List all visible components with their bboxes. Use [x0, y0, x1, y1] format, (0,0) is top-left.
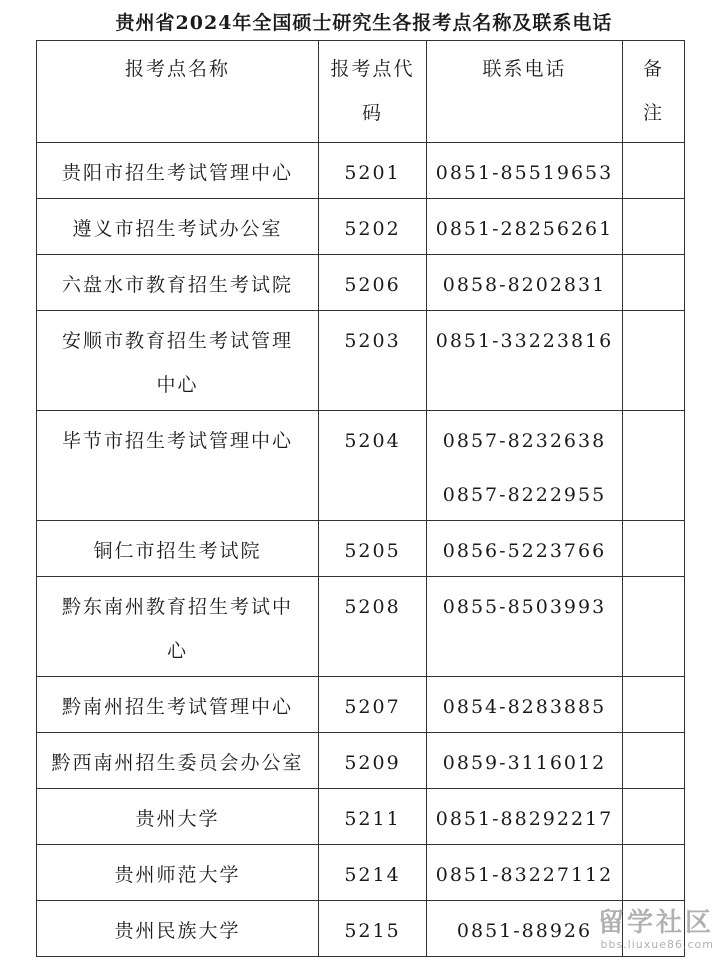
- table-body: [37, 143, 685, 957]
- phone-number: 0858-8202831: [442, 274, 607, 296]
- note-cell: [623, 199, 685, 255]
- site-name-line: 贵阳市招生考试管理中心: [61, 162, 293, 184]
- site-code-cell: 5206: [319, 255, 427, 311]
- site-code-cell: 5215: [319, 901, 427, 957]
- phone-number: 0851-88292217: [435, 808, 614, 830]
- site-name-line: 心: [166, 640, 188, 662]
- header-phone: 联系电话: [427, 41, 623, 143]
- site-code-cell: 5205: [319, 521, 427, 577]
- phone-cell: [427, 255, 623, 311]
- table-row: [37, 789, 685, 845]
- header-note-line2: 注: [642, 102, 664, 124]
- site-name-cell: [37, 255, 319, 311]
- phone-number: 0856-5223766: [442, 540, 607, 562]
- header-name: 报考点名称: [37, 41, 319, 143]
- exam-site-table: [36, 40, 685, 957]
- note-cell: [623, 311, 685, 411]
- site-name-line: 黔西南州招生委员会办公室: [51, 752, 304, 774]
- phone-number: 0855-8503993: [442, 596, 607, 618]
- site-name-line: 贵州民族大学: [114, 920, 241, 942]
- site-name-line: 毕节市招生考试管理中心: [61, 430, 293, 452]
- phone-number: 0851-83227112: [435, 864, 614, 886]
- site-name-cell: [37, 577, 319, 677]
- site-code-cell: 5203: [319, 311, 427, 411]
- phone-cell: [427, 199, 623, 255]
- phone-cell: [427, 411, 623, 521]
- phone-cell: [427, 521, 623, 577]
- table-row: [37, 845, 685, 901]
- table-row: [37, 199, 685, 255]
- header-code-line1: 报考点代: [330, 58, 415, 80]
- phone-cell: [427, 845, 623, 901]
- site-name-cell: [37, 789, 319, 845]
- site-name-cell: [37, 411, 319, 521]
- phone-cell: [427, 733, 623, 789]
- site-name-line: 六盘水市教育招生考试院: [61, 274, 293, 296]
- site-code-cell: 5209: [319, 733, 427, 789]
- site-code-cell: 5214: [319, 845, 427, 901]
- table-row: [37, 143, 685, 199]
- phone-number: 0851-85519653: [435, 162, 614, 184]
- site-code-cell: 5208: [319, 577, 427, 677]
- note-cell: [623, 143, 685, 199]
- site-name-line: 贵州大学: [135, 808, 220, 830]
- site-name-line: 遵义市招生考试办公室: [72, 218, 283, 240]
- note-cell: [623, 677, 685, 733]
- phone-cell: [427, 901, 623, 957]
- phone-number: 0851-33223816: [435, 330, 614, 352]
- site-name-line: 贵州师范大学: [114, 864, 241, 886]
- phone-number: 0857-8232638: [442, 430, 607, 452]
- table-row: [37, 521, 685, 577]
- phone-cell: [427, 311, 623, 411]
- header-code-line2: 码: [361, 102, 383, 124]
- site-name-line: 铜仁市招生考试院: [93, 540, 262, 562]
- site-name-line: 黔东南州教育招生考试中: [61, 596, 293, 618]
- note-cell: [623, 521, 685, 577]
- watermark-url: bbs.liuxue86.com: [600, 938, 714, 951]
- table-row: [37, 255, 685, 311]
- phone-cell: [427, 677, 623, 733]
- site-name-cell: [37, 901, 319, 957]
- site-name-cell: [37, 143, 319, 199]
- table-header-row: [37, 41, 685, 143]
- table-row: [37, 677, 685, 733]
- note-cell: [623, 845, 685, 901]
- note-cell: [623, 577, 685, 677]
- site-code-cell: 5211: [319, 789, 427, 845]
- site-name-cell: [37, 311, 319, 411]
- phone-cell: [427, 789, 623, 845]
- header-note-line1: 备: [642, 58, 664, 80]
- site-name-line: 安顺市教育招生考试管理: [61, 330, 293, 352]
- note-cell: [623, 255, 685, 311]
- watermark: [598, 908, 714, 951]
- note-cell: [623, 789, 685, 845]
- site-code-cell: 5207: [319, 677, 427, 733]
- phone-number: 0854-8283885: [442, 696, 607, 718]
- note-cell: [623, 411, 685, 521]
- page-title: 贵州省2024年全国硕士研究生各报考点名称及联系电话: [115, 12, 613, 34]
- phone-number: 0851-28256261: [435, 218, 614, 240]
- table-row: [37, 577, 685, 677]
- table-row: [37, 311, 685, 411]
- site-code-cell: 5204: [319, 411, 427, 521]
- site-name-cell: [37, 733, 319, 789]
- header-note: [623, 41, 685, 143]
- phone-cell: [427, 577, 623, 677]
- site-code-cell: 5201: [319, 143, 427, 199]
- phone-number: 0857-8222955: [442, 484, 607, 506]
- site-code-cell: 5202: [319, 199, 427, 255]
- table-row: [37, 411, 685, 521]
- site-name-cell: [37, 845, 319, 901]
- site-name-line: 黔南州招生考试管理中心: [61, 696, 293, 718]
- site-name-line: 中心: [156, 374, 199, 396]
- phone-cell: [427, 143, 623, 199]
- header-code: [319, 41, 427, 143]
- phone-number: 0859-3116012: [442, 752, 607, 774]
- site-name-cell: [37, 677, 319, 733]
- site-name-cell: [37, 521, 319, 577]
- table-row: [37, 733, 685, 789]
- note-cell: [623, 733, 685, 789]
- watermark-brand: 留学社区: [597, 908, 714, 938]
- phone-number: 0851-88926: [456, 920, 593, 942]
- site-name-cell: [37, 199, 319, 255]
- table-row: [37, 901, 685, 957]
